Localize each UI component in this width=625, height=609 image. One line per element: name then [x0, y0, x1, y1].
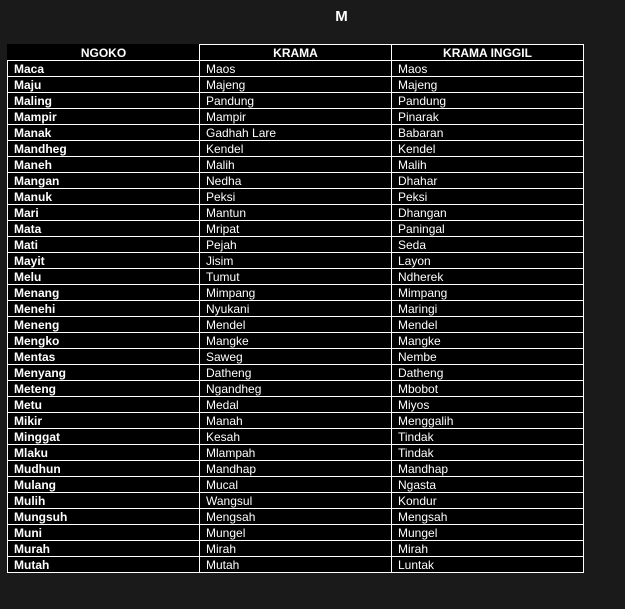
cell-krama: Gadhah Lare	[200, 125, 392, 141]
cell-ngoko: Mudhun	[8, 461, 200, 477]
cell-krama: Nedha	[200, 173, 392, 189]
cell-ngoko: Mulih	[8, 493, 200, 509]
cell-krama: Mlampah	[200, 445, 392, 461]
cell-ngoko: Melu	[8, 269, 200, 285]
cell-krama-inggil: Ndherek	[392, 269, 584, 285]
cell-krama-inggil: Mengsah	[392, 509, 584, 525]
table-row	[8, 93, 584, 109]
table-row	[8, 381, 584, 397]
cell-krama: Mimpang	[200, 285, 392, 301]
cell-krama: Mandhap	[200, 461, 392, 477]
cell-ngoko: Meneng	[8, 317, 200, 333]
table-row	[8, 445, 584, 461]
cell-krama-inggil: Miyos	[392, 397, 584, 413]
table-row	[8, 237, 584, 253]
cell-ngoko: Manuk	[8, 189, 200, 205]
cell-krama: Nyukani	[200, 301, 392, 317]
cell-ngoko: Mungsuh	[8, 509, 200, 525]
cell-krama-inggil: Tindak	[392, 445, 584, 461]
cell-ngoko: Maling	[8, 93, 200, 109]
cell-ngoko: Muni	[8, 525, 200, 541]
table-row	[8, 317, 584, 333]
cell-krama-inggil: Mirah	[392, 541, 584, 557]
cell-krama-inggil: Kondur	[392, 493, 584, 509]
cell-krama: Mripat	[200, 221, 392, 237]
cell-krama: Datheng	[200, 365, 392, 381]
cell-krama-inggil: Pandung	[392, 93, 584, 109]
cell-ngoko: Metu	[8, 397, 200, 413]
cell-krama-inggil: Mandhap	[392, 461, 584, 477]
table-row	[8, 205, 584, 221]
cell-ngoko: Mutah	[8, 557, 200, 573]
cell-krama: Mungel	[200, 525, 392, 541]
cell-ngoko: Maneh	[8, 157, 200, 173]
cell-ngoko: Murah	[8, 541, 200, 557]
cell-ngoko: Mentas	[8, 349, 200, 365]
cell-krama: Malih	[200, 157, 392, 173]
cell-krama: Ngandheg	[200, 381, 392, 397]
cell-krama-inggil: Menggalih	[392, 413, 584, 429]
table-row	[8, 221, 584, 237]
cell-krama: Pejah	[200, 237, 392, 253]
table-row	[8, 125, 584, 141]
cell-krama-inggil: Luntak	[392, 557, 584, 573]
table-row	[8, 541, 584, 557]
cell-krama: Kesah	[200, 429, 392, 445]
cell-krama-inggil: Layon	[392, 253, 584, 269]
cell-krama: Wangsul	[200, 493, 392, 509]
cell-krama: Pandung	[200, 93, 392, 109]
cell-krama: Mampir	[200, 109, 392, 125]
cell-krama-inggil: Majeng	[392, 77, 584, 93]
cell-krama-inggil: Mimpang	[392, 285, 584, 301]
cell-ngoko: Menyang	[8, 365, 200, 381]
cell-krama-inggil: Ngasta	[392, 477, 584, 493]
cell-krama: Medal	[200, 397, 392, 413]
table-row	[8, 269, 584, 285]
vocabulary-table	[7, 44, 584, 573]
table-row	[8, 141, 584, 157]
table-row	[8, 413, 584, 429]
table-row	[8, 61, 584, 77]
cell-krama-inggil: Mangke	[392, 333, 584, 349]
cell-krama: Manah	[200, 413, 392, 429]
cell-krama: Saweg	[200, 349, 392, 365]
table-row	[8, 285, 584, 301]
cell-krama-inggil: Mendel	[392, 317, 584, 333]
cell-ngoko: Mata	[8, 221, 200, 237]
cell-krama-inggil: Tindak	[392, 429, 584, 445]
cell-ngoko: Mikir	[8, 413, 200, 429]
cell-ngoko: Mandheg	[8, 141, 200, 157]
cell-ngoko: Mari	[8, 205, 200, 221]
cell-krama: Mutah	[200, 557, 392, 573]
table-row	[8, 397, 584, 413]
cell-ngoko: Maju	[8, 77, 200, 93]
cell-krama: Mangke	[200, 333, 392, 349]
table-row	[8, 365, 584, 381]
cell-krama-inggil: Dhahar	[392, 173, 584, 189]
cell-krama: Mengsah	[200, 509, 392, 525]
table-row	[8, 301, 584, 317]
cell-krama-inggil: Babaran	[392, 125, 584, 141]
table-row	[8, 109, 584, 125]
cell-ngoko: Maca	[8, 61, 200, 77]
cell-krama-inggil: Mbobot	[392, 381, 584, 397]
cell-ngoko: Mulang	[8, 477, 200, 493]
cell-ngoko: Minggat	[8, 429, 200, 445]
cell-krama-inggil: Maos	[392, 61, 584, 77]
table-row	[8, 493, 584, 509]
table-row	[8, 253, 584, 269]
table-row	[8, 461, 584, 477]
cell-ngoko: Mengko	[8, 333, 200, 349]
header-krama-inggil: KRAMA INGGIL	[392, 45, 584, 61]
cell-krama-inggil: Dhangan	[392, 205, 584, 221]
table-row	[8, 77, 584, 93]
cell-krama: Majeng	[200, 77, 392, 93]
cell-ngoko: Menang	[8, 285, 200, 301]
cell-ngoko: Manak	[8, 125, 200, 141]
table-row	[8, 525, 584, 541]
cell-ngoko: Mlaku	[8, 445, 200, 461]
table-row	[8, 429, 584, 445]
table-row	[8, 557, 584, 573]
table-header-row	[8, 45, 584, 61]
cell-ngoko: Mampir	[8, 109, 200, 125]
table-row	[8, 157, 584, 173]
cell-ngoko: Menehi	[8, 301, 200, 317]
cell-krama-inggil: Pinarak	[392, 109, 584, 125]
cell-ngoko: Mangan	[8, 173, 200, 189]
cell-krama: Mirah	[200, 541, 392, 557]
table-row	[8, 349, 584, 365]
cell-ngoko: Mati	[8, 237, 200, 253]
cell-krama-inggil: Malih	[392, 157, 584, 173]
table-row	[8, 333, 584, 349]
cell-krama-inggil: Paningal	[392, 221, 584, 237]
table-body	[8, 61, 584, 573]
cell-krama: Peksi	[200, 189, 392, 205]
cell-krama: Jisim	[200, 253, 392, 269]
cell-krama: Kendel	[200, 141, 392, 157]
header-krama: KRAMA	[200, 45, 392, 61]
cell-krama: Mendel	[200, 317, 392, 333]
table-row	[8, 477, 584, 493]
header-ngoko: NGOKO	[8, 45, 200, 61]
cell-krama-inggil: Peksi	[392, 189, 584, 205]
table-row	[8, 509, 584, 525]
cell-ngoko: Meteng	[8, 381, 200, 397]
cell-krama-inggil: Nembe	[392, 349, 584, 365]
cell-krama: Maos	[200, 61, 392, 77]
table-row	[8, 189, 584, 205]
cell-krama-inggil: Kendel	[392, 141, 584, 157]
cell-krama: Mucal	[200, 477, 392, 493]
cell-krama: Tumut	[200, 269, 392, 285]
cell-krama-inggil: Maringi	[392, 301, 584, 317]
table-row	[8, 173, 584, 189]
cell-krama-inggil: Mungel	[392, 525, 584, 541]
cell-krama-inggil: Datheng	[392, 365, 584, 381]
page-title: M	[335, 8, 348, 25]
cell-krama-inggil: Seda	[392, 237, 584, 253]
cell-ngoko: Mayit	[8, 253, 200, 269]
cell-krama: Mantun	[200, 205, 392, 221]
